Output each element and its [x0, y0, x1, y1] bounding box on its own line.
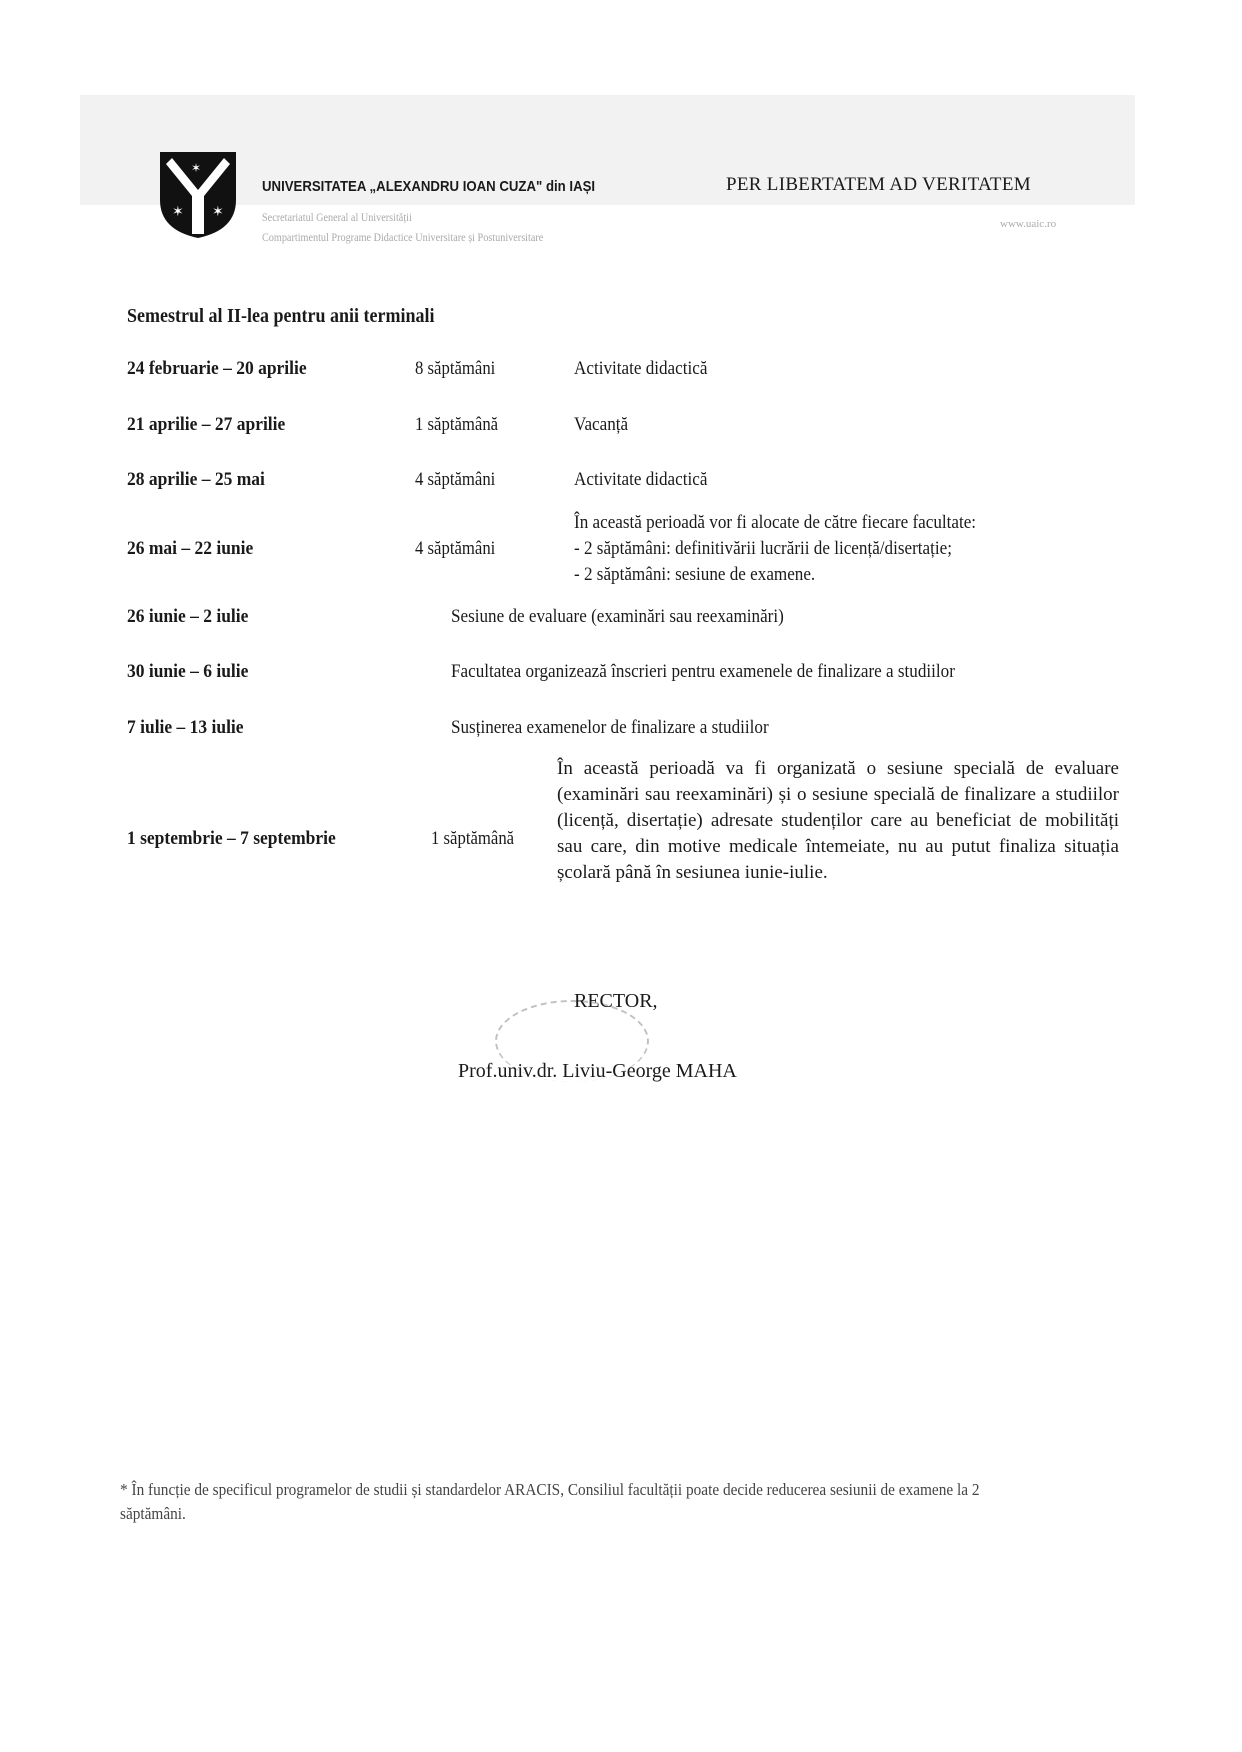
row-activity: Susținerea examenelor de finalizare a studiilor	[451, 717, 769, 738]
row-activity: Facultatea organizează înscrieri pentru examenele de finalizare a studiilor	[451, 661, 955, 682]
row-duration: 4 săptămâni	[415, 469, 496, 490]
signature-role: RECTOR,	[574, 990, 658, 1012]
signature-name: Prof.univ.dr. Liviu-George MAHA	[458, 1060, 737, 1082]
row-date: 26 iunie – 2 iulie	[127, 606, 249, 627]
row-activity: Activitate didactică	[574, 358, 708, 379]
schedule-row	[127, 512, 1127, 592]
row-date: 30 iunie – 6 iulie	[127, 661, 249, 682]
row-activity: În această perioadă vor fi alocate de către fiecare facultate:	[574, 512, 977, 533]
row-duration: 1 săptămână	[431, 828, 515, 849]
svg-text:✶: ✶	[212, 205, 224, 220]
row-duration: 1 săptămână	[415, 414, 499, 435]
row-date: 24 februarie – 20 aprilie	[127, 358, 307, 379]
university-crest-logo	[158, 150, 238, 240]
section-title: Semestrul al II-lea pentru anii terminali	[127, 305, 435, 327]
department-line-2: Compartimentul Programe Didactice Universitare și Postuniversitare	[262, 230, 544, 244]
footnote: * În funcție de specificul programelor de studii și standardelor ARACIS, Consiliul facultății poate decide reducerea sesiunii de examene la 2 săptămâni.	[120, 1480, 980, 1523]
motto: PER LIBERTATEM AD VERITATEM	[726, 174, 1031, 195]
row-activity: Activitate didactică	[574, 469, 708, 490]
row-duration: 4 săptămâni	[415, 538, 496, 559]
department-line-1: Secretariatul General al Universității	[262, 210, 412, 224]
row-date: 7 iulie – 13 iulie	[127, 717, 244, 738]
row-date: 28 aprilie – 25 mai	[127, 469, 265, 490]
row-activity: În această perioadă va fi organizată o sesiune specială de evaluare (examinări sau reexaminări) și o sesiune specială de finalizare a studiilor (licență, disertație) adresate studenților care au beneficiat de mobilități sau care, din motive medicale întemeiate, nu au putut finaliza situația școlară până în sesiunea iunie-iulie.	[557, 758, 1119, 883]
row-activity: Sesiune de evaluare (examinări sau reexaminări)	[451, 606, 784, 627]
row-date: 21 aprilie – 27 aprilie	[127, 414, 286, 435]
row-duration: 8 săptămâni	[415, 358, 496, 379]
website: www.uaic.ro	[1000, 218, 1057, 230]
row-list-item: - 2 săptămâni: definitivării lucrării de licență/disertație;	[574, 538, 952, 559]
svg-text:✶: ✶	[191, 161, 202, 175]
row-activity: Vacanță	[574, 414, 629, 435]
schedule-row	[127, 756, 1127, 926]
row-date: 26 mai – 22 iunie	[127, 538, 254, 559]
svg-text:✶: ✶	[172, 205, 184, 220]
row-list-item: - 2 săptămâni: sesiune de examene.	[574, 564, 816, 585]
university-name: UNIVERSITATEA „ALEXANDRU IOAN CUZA" din IAȘI	[262, 178, 596, 195]
row-date: 1 septembrie – 7 septembrie	[127, 828, 336, 849]
